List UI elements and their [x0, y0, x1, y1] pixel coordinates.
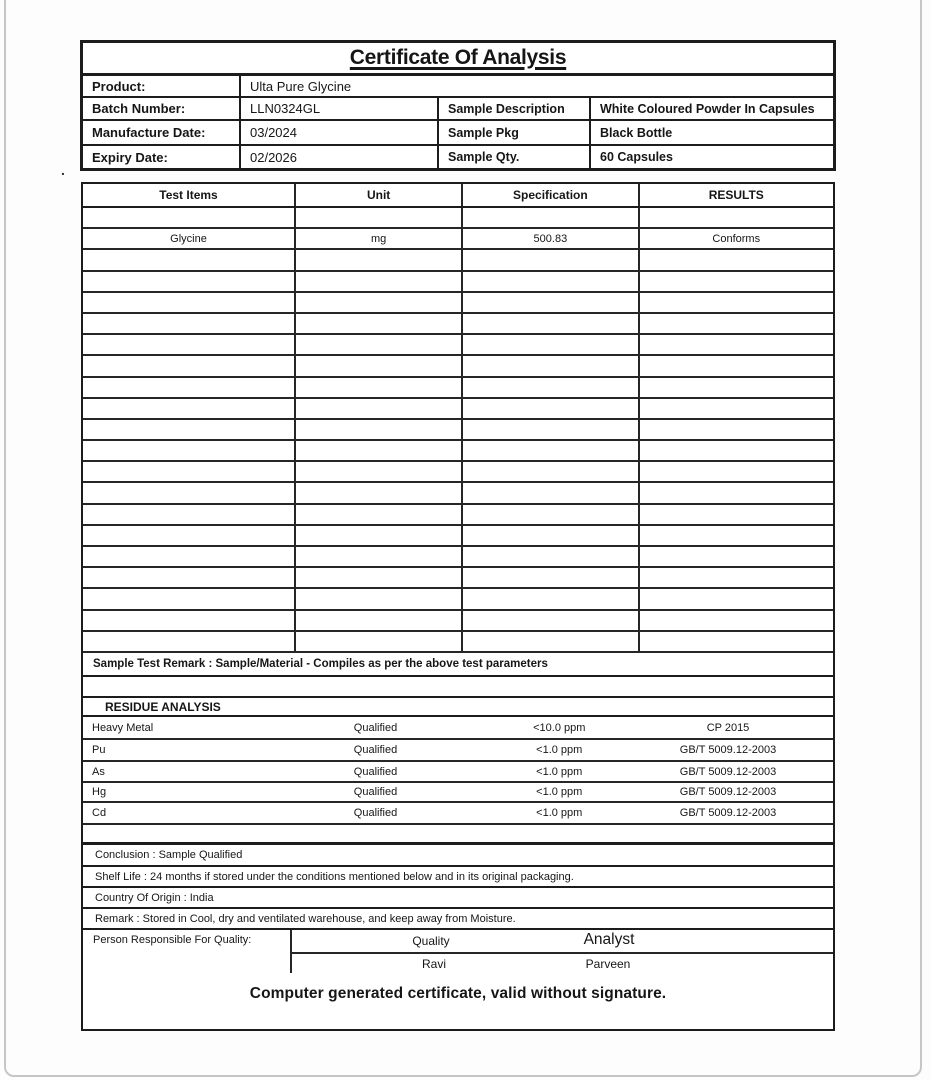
test-table-row	[83, 568, 833, 589]
conclusion-row: Conclusion : Sample Qualified	[83, 845, 833, 867]
test-table-row	[83, 441, 833, 462]
residue-row-pu	[83, 740, 833, 762]
test-table-cell: Conforms	[712, 232, 761, 245]
quality-header: Quality	[412, 934, 450, 948]
test-table-cell	[463, 314, 639, 333]
test-table-cell	[463, 378, 639, 397]
test-table-cell	[296, 272, 463, 291]
batch-number-value: LLN0324GL	[241, 98, 439, 119]
residue-method: CP 2015	[706, 721, 750, 734]
sample-qty-value: 60 Capsules	[600, 150, 673, 164]
product-row	[83, 76, 833, 98]
test-table-cell	[296, 314, 463, 333]
sample-description-label: Sample Description	[439, 98, 591, 119]
test-table-cell	[463, 356, 639, 375]
residue-method: GB/T 5009.12-2003	[679, 744, 777, 756]
specification-header: Specification	[463, 184, 639, 206]
residue-row-heavy-metal	[83, 717, 833, 740]
test-table-cell	[640, 526, 834, 545]
test-table-cell	[296, 335, 463, 354]
test-table-row	[83, 611, 833, 632]
test-table-cell	[640, 632, 834, 651]
results-header: RESULTS	[708, 188, 764, 202]
test-table-cell	[296, 568, 463, 587]
test-table-cell	[640, 208, 834, 227]
residue-limit: <1.0 ppm	[536, 765, 583, 778]
test-table-row	[83, 505, 833, 526]
test-table-cell	[83, 441, 296, 460]
test-table-cell	[83, 632, 296, 651]
test-table-cell	[83, 378, 296, 397]
country-of-origin-row: Country Of Origin : India	[83, 888, 833, 909]
test-table-cell: Glycine	[83, 229, 296, 248]
test-table-cell	[463, 547, 639, 566]
test-table-cell	[296, 589, 463, 608]
sample-test-remark: Sample Test Remark : Sample/Material - Compiles as per the above test parameters	[83, 653, 833, 677]
test-table-cell	[463, 526, 639, 545]
test-table-cell	[296, 250, 463, 269]
test-table-cell	[83, 547, 296, 566]
test-table-cell	[463, 399, 639, 418]
test-table-cell	[296, 208, 463, 227]
residue-method: GB/T 5009.12-2003	[679, 807, 777, 819]
test-table-cell	[640, 462, 834, 481]
product-label: Product:	[83, 76, 241, 96]
test-table-cell: 500.83	[463, 229, 639, 248]
manufacture-date-row	[83, 121, 833, 146]
test-table-cell	[296, 505, 463, 524]
residue-method: GB/T 5009.12-2003	[679, 786, 777, 798]
test-table-cell	[83, 250, 296, 269]
test-table-cell	[640, 335, 834, 354]
remark-row: Remark : Stored in Cool, dry and ventilated warehouse, and keep away from Moisture.	[83, 909, 833, 930]
test-table-cell	[83, 272, 296, 291]
residue-item: Pu	[92, 744, 106, 756]
residue-analysis-table	[83, 717, 833, 825]
test-table-cell	[463, 462, 639, 481]
residue-item: Cd	[92, 807, 107, 819]
test-table-cell	[83, 399, 296, 418]
test-table-row	[83, 229, 833, 250]
batch-row	[83, 98, 833, 121]
empty-row	[83, 825, 833, 845]
test-table-cell	[83, 208, 296, 227]
test-table-header	[83, 184, 833, 208]
manufacture-date-label: Manufacture Date:	[83, 121, 241, 144]
residue-row-as	[83, 762, 833, 783]
test-table-cell	[640, 293, 834, 312]
test-table-cell	[296, 632, 463, 651]
residue-limit: <1.0 ppm	[536, 786, 583, 798]
test-table-cell	[83, 356, 296, 375]
test-table-cell	[640, 568, 834, 587]
test-table-cell	[83, 505, 296, 524]
residue-method: GB/T 5009.12-2003	[679, 765, 777, 778]
test-table-cell	[83, 335, 296, 354]
expiry-date-row	[83, 146, 833, 168]
expiry-date-value: 02/2026	[241, 146, 439, 168]
test-table-cell	[296, 462, 463, 481]
residue-result: Qualified	[353, 744, 398, 756]
test-table-cell	[463, 483, 639, 502]
test-table-cell	[640, 547, 834, 566]
test-table-row	[83, 356, 833, 377]
results-section	[81, 182, 835, 1031]
test-table-cell	[463, 293, 639, 312]
product-value: Ulta Pure Glycine	[250, 78, 352, 94]
residue-result: Qualified	[353, 786, 398, 798]
sample-description-value: White Coloured Powder In Capsules	[600, 101, 815, 116]
test-table-cell	[296, 526, 463, 545]
residue-row-cd	[83, 803, 833, 825]
test-table-cell	[83, 420, 296, 439]
test-table-row	[83, 378, 833, 399]
empty-row	[83, 677, 833, 698]
test-table-cell	[296, 441, 463, 460]
test-table-row	[83, 250, 833, 271]
residue-limit: <1.0 ppm	[536, 807, 583, 819]
scan-dot-artifact: .	[61, 162, 65, 178]
test-table-cell	[463, 568, 639, 587]
test-table-cell	[463, 420, 639, 439]
test-table-row	[83, 483, 833, 504]
test-table-cell	[463, 611, 639, 630]
signature-underline	[290, 952, 833, 954]
test-table-cell	[640, 356, 834, 375]
test-table-cell	[463, 505, 639, 524]
test-table-row	[83, 314, 833, 335]
person-responsible-label: Person Responsible For Quality:	[93, 934, 252, 946]
manufacture-date-value: 03/2024	[241, 121, 439, 144]
test-table-cell	[640, 420, 834, 439]
test-table-cell	[296, 611, 463, 630]
test-table-cell	[640, 441, 834, 460]
test-table-cell	[640, 250, 834, 269]
test-table-cell	[83, 589, 296, 608]
residue-item: Hg	[92, 786, 107, 798]
test-table-row	[83, 589, 833, 610]
sample-qty-label: Sample Qty.	[439, 146, 591, 168]
computer-generated-note: Computer generated certificate, valid without signature.	[249, 985, 667, 1002]
test-table-cell	[640, 399, 834, 418]
residue-result: Qualified	[353, 765, 398, 778]
test-table-cell	[463, 208, 639, 227]
residue-result: Qualified	[353, 807, 398, 819]
unit-header: Unit	[296, 184, 463, 206]
residue-item: As	[92, 765, 105, 778]
test-table-row	[83, 335, 833, 356]
test-table-row	[83, 208, 833, 229]
test-table-cell	[463, 632, 639, 651]
test-table-body	[83, 208, 833, 653]
quality-name: Ravi	[421, 957, 447, 971]
test-table-cell	[463, 441, 639, 460]
test-table-cell	[463, 272, 639, 291]
page-title: Certificate Of Analysis	[349, 46, 567, 69]
test-table-cell	[640, 589, 834, 608]
residue-item: Heavy Metal	[92, 721, 154, 734]
sample-pkg-value: Black Bottle	[600, 125, 673, 140]
test-table-cell	[296, 378, 463, 397]
test-table-row	[83, 293, 833, 314]
test-table-cell	[640, 611, 834, 630]
test-table-cell	[296, 483, 463, 502]
test-table-cell	[296, 547, 463, 566]
residue-limit: <1.0 ppm	[536, 744, 583, 756]
test-table-cell	[640, 483, 834, 502]
test-table-cell	[640, 378, 834, 397]
test-table-cell	[463, 250, 639, 269]
residue-row-hg	[83, 783, 833, 803]
test-table-cell	[83, 568, 296, 587]
test-table-cell	[83, 293, 296, 312]
footer-area	[83, 975, 833, 1029]
sample-pkg-label: Sample Pkg	[439, 121, 591, 144]
shelf-life-row: Shelf Life : 24 months if stored under the conditions mentioned below and in its original packaging.	[83, 867, 833, 888]
test-table-cell	[83, 483, 296, 502]
test-items-header: Test Items	[83, 184, 296, 206]
test-table-row	[83, 526, 833, 547]
test-table-row	[83, 272, 833, 293]
test-table-row	[83, 632, 833, 653]
signature-block	[83, 930, 833, 975]
analyst-header: Analyst	[583, 931, 635, 948]
expiry-date-label: Expiry Date:	[83, 146, 241, 168]
test-table-cell	[640, 314, 834, 333]
test-table-row	[83, 547, 833, 568]
residue-analysis-title: RESIDUE ANALYSIS	[83, 698, 833, 717]
batch-number-label: Batch Number:	[83, 98, 241, 119]
residue-result: Qualified	[353, 721, 398, 734]
test-table-cell: mg	[296, 229, 463, 248]
test-table-cell	[83, 526, 296, 545]
analyst-name: Parveen	[585, 957, 631, 971]
test-table-cell	[83, 314, 296, 333]
title-row	[83, 43, 833, 76]
test-table-cell	[463, 335, 639, 354]
residue-limit: <10.0 ppm	[533, 721, 586, 734]
test-table-row	[83, 462, 833, 483]
test-table-cell	[463, 589, 639, 608]
test-table-cell	[296, 399, 463, 418]
test-table-cell	[83, 462, 296, 481]
test-table-row	[83, 399, 833, 420]
test-table-cell	[640, 505, 834, 524]
test-table-cell	[296, 293, 463, 312]
test-table-cell	[83, 611, 296, 630]
info-table	[80, 40, 836, 171]
test-table-row	[83, 420, 833, 441]
test-table-cell	[640, 272, 834, 291]
test-table-cell	[296, 420, 463, 439]
test-table-cell	[296, 356, 463, 375]
